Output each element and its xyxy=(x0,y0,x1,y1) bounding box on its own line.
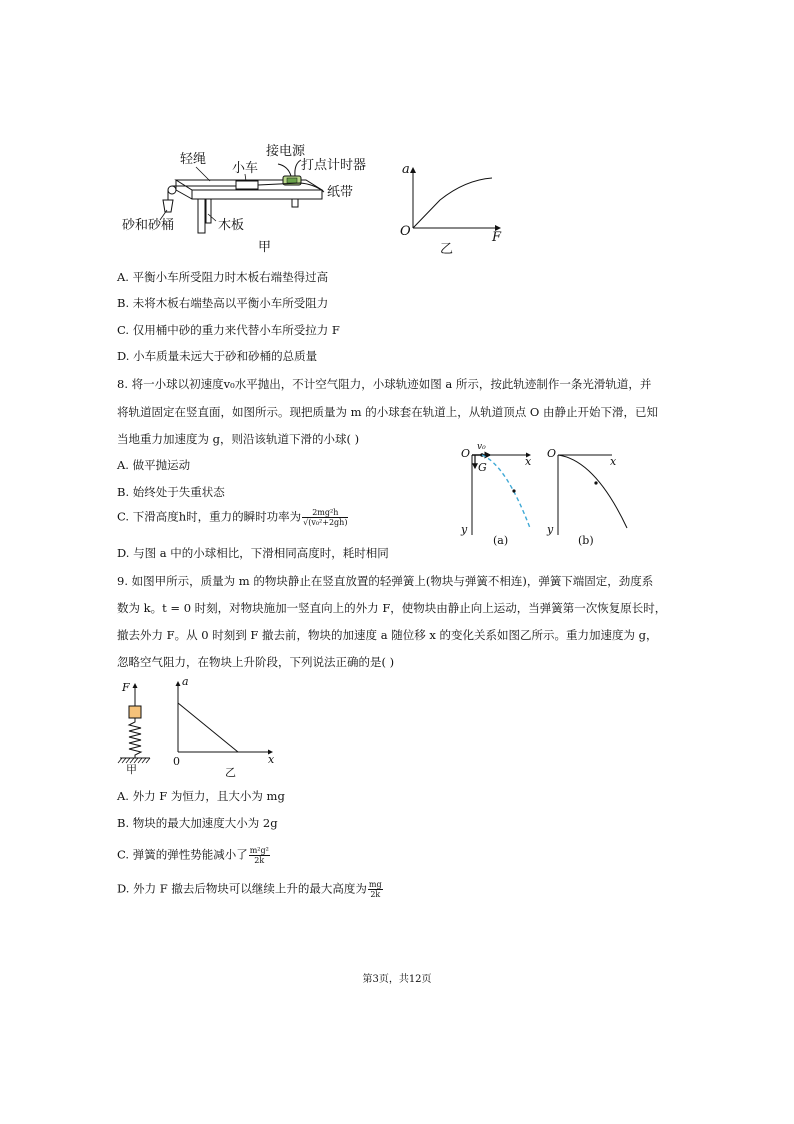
fig-yi-y: a xyxy=(182,675,189,688)
q9-option-d-text: D. 外力 F 撤去后物块可以继续上升的最大高度为 xyxy=(117,881,367,896)
fig-yi-x: x xyxy=(268,753,275,766)
fig-b-origin: O xyxy=(547,447,557,460)
fig-b-y: y xyxy=(547,523,554,536)
q8-option-a: A. 做平抛运动 xyxy=(117,458,191,472)
graph-y-label: a xyxy=(402,162,410,177)
label-bucket: 砂和砂桶 xyxy=(122,218,175,233)
q9-option-c-text: C. 弹簧的弹性势能减小了 xyxy=(117,847,248,862)
fig-jia-force: F xyxy=(122,681,130,694)
label-power: 接电源 xyxy=(266,144,306,159)
fig-a-v0: v₀ xyxy=(477,442,486,452)
q9-stem-line-1: 9. 如图甲所示，质量为 m 的物块静止在竖直放置的轻弹簧上(物块与弹簧不相连)，弹簧下端固定，劲度系 xyxy=(117,574,654,588)
fig-b-caption: (b) xyxy=(578,534,594,547)
q8-option-c-denominator: √(v₀²+2gh) xyxy=(303,518,348,527)
fig-yi-origin: 0 xyxy=(173,755,180,768)
fig-a-x: x xyxy=(525,455,532,468)
q8-option-b: B. 始终处于失重状态 xyxy=(117,485,225,499)
figure-caption-jia: 甲 xyxy=(258,240,272,255)
q9-option-b: B. 物块的最大加速度大小为 2g xyxy=(117,816,278,830)
q7-option-d: D. 小车质量未远大于砂和砂桶的总质量 xyxy=(117,349,318,363)
q8-stem-line-2: 将轨道固定在竖直面，如图所示。现把质量为 m 的小球套在轨道上，从轨道顶点 O 由静止开始下滑，已知 xyxy=(117,405,658,419)
fig-b-x: x xyxy=(610,455,617,468)
label-tape: 纸带 xyxy=(327,185,354,200)
graph-caption-yi: 乙 xyxy=(440,242,454,257)
q7-option-c: C. 仅用桶中砂的重力来代替小车所受拉力 F xyxy=(117,323,340,337)
q7-option-b: B. 未将木板右端垫高以平衡小车所受阻力 xyxy=(117,296,329,310)
q9-stem-line-4: 忽略空气阻力，在物块上升阶段，下列说法正确的是( ) xyxy=(117,655,395,669)
fig-yi-caption: 乙 xyxy=(225,766,236,779)
q9-option-c-denominator: 2k xyxy=(254,856,265,865)
fig-a-origin: O xyxy=(461,447,471,460)
q9-option-c-fraction xyxy=(249,846,270,865)
q7-option-a: A. 平衡小车所受阻力时木板右端垫得过高 xyxy=(117,270,329,284)
label-timer: 打点计时器 xyxy=(301,158,367,173)
page-footer: 第3页，共12页 xyxy=(362,974,432,985)
q8-stem-line-1: 8. 将一小球以初速度v₀水平抛出，不计空气阻力，小球轨迹如图 a 所示，按此轨迹制作一条光滑轨道，并 xyxy=(117,377,652,391)
label-rope: 轻绳 xyxy=(180,152,207,167)
a-x-line xyxy=(178,703,238,752)
fig-a-caption: (a) xyxy=(493,534,509,547)
fig-jia-caption: 甲 xyxy=(126,763,137,776)
spring-coil xyxy=(129,718,141,758)
q9-option-d-numerator: mg xyxy=(368,880,382,889)
graph-origin: O xyxy=(400,224,411,239)
q8-stem-line-3: 当地重力加速度为 g，则沿该轨道下滑的小球( ) xyxy=(117,432,360,446)
q9-option-c-numerator: m²g² xyxy=(249,846,269,855)
graph-x-label: F xyxy=(492,230,502,245)
q8-option-d: D. 与图 a 中的小球相比，下滑相同高度时，耗时相同 xyxy=(117,546,389,560)
q9-option-d xyxy=(117,880,384,899)
fig-a-y: y xyxy=(461,523,468,536)
label-board: 木板 xyxy=(218,218,245,233)
q8-option-c-text: C. 下滑高度h时，重力的瞬时功率为 xyxy=(117,509,302,524)
q9-stem-line-3: 撤去外力 F。从 0 时刻到 F 撤去前，物块的加速度 a 随位移 x 的变化关系如图乙所示。重力加速度为 g， xyxy=(117,628,658,642)
label-cart: 小车 xyxy=(232,161,259,176)
q9-option-d-denominator: 2k xyxy=(370,890,381,899)
q9-stem-line-2: 数为 k。t = 0 时刻，对物块施加一竖直向上的外力 F，使物块由静止向上运动，当弹簧第一次恢复原长时， xyxy=(117,601,667,615)
q8-option-c-numerator: 2mg²h xyxy=(302,508,348,518)
q9-option-c xyxy=(117,846,271,865)
fig-a-gravity: G xyxy=(478,461,487,474)
q9-option-a: A. 外力 F 为恒力，且大小为 mg xyxy=(117,789,285,803)
q9-option-d-fraction xyxy=(368,880,383,899)
